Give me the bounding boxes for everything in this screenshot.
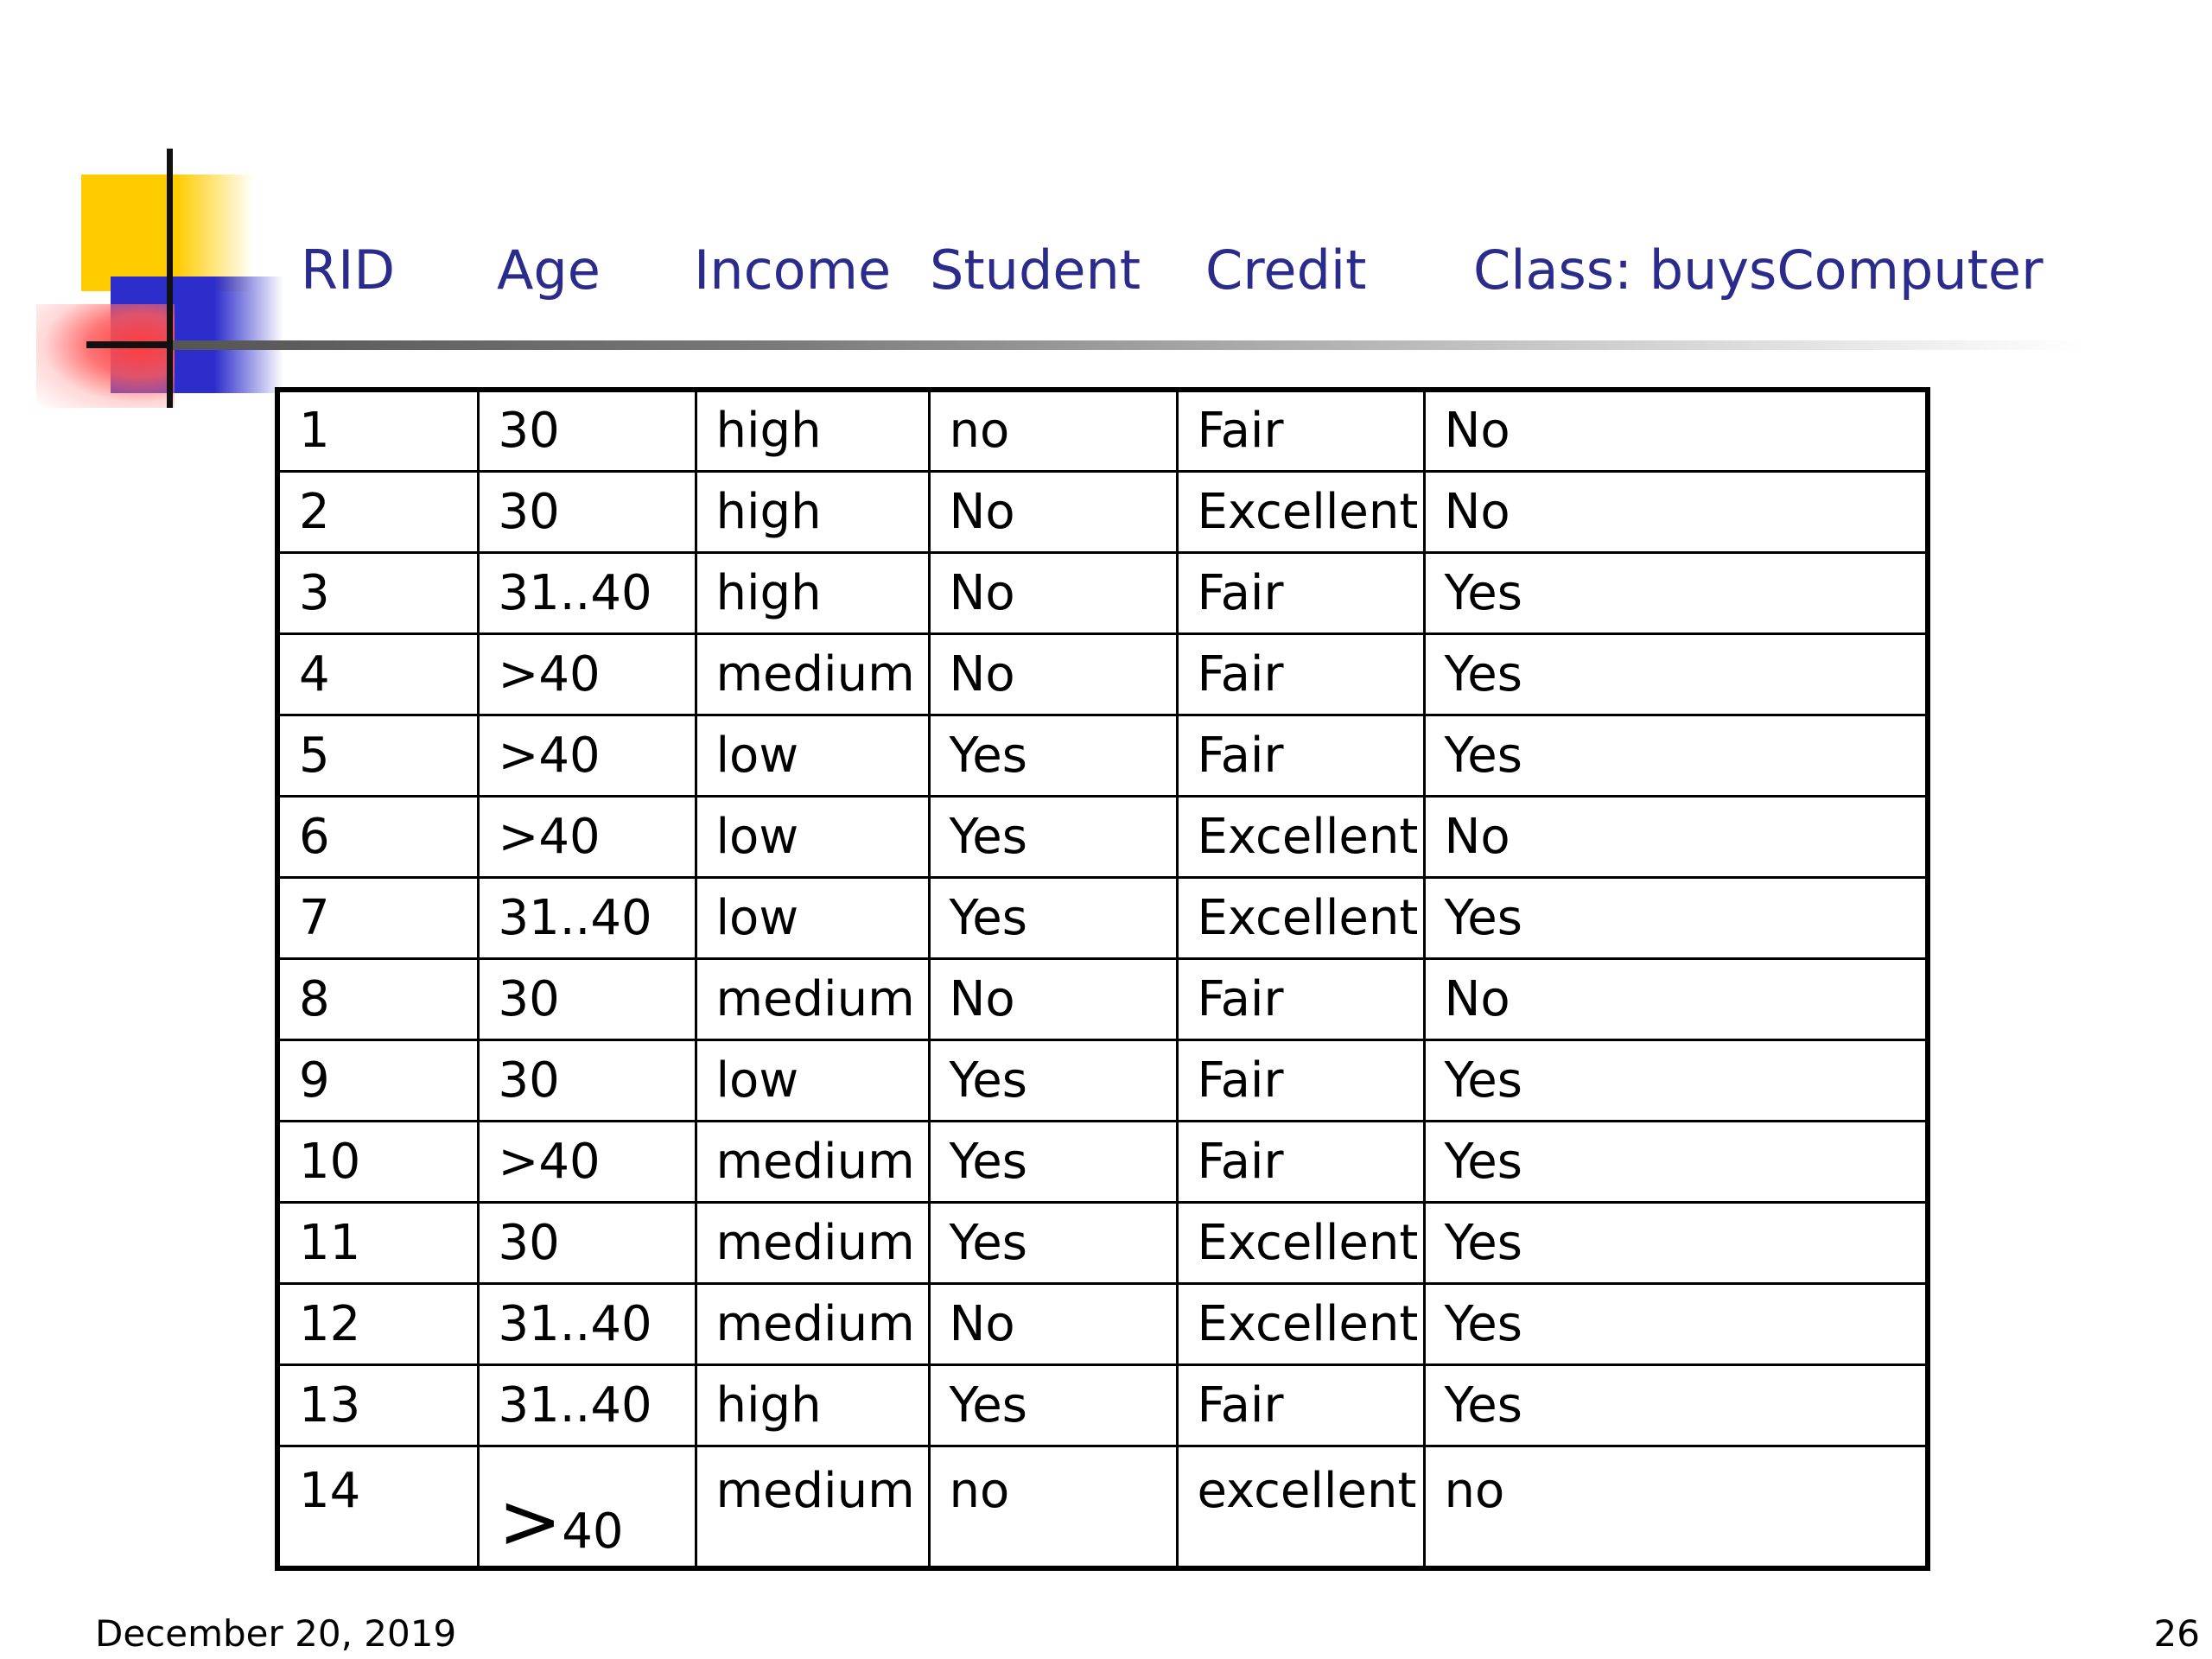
cell-age: 31..40 — [478, 1364, 696, 1446]
cell-age: 30 — [478, 958, 696, 1039]
cell-income: low — [696, 715, 929, 796]
cell-credit: Fair — [1177, 1039, 1424, 1121]
cell-rid: 10 — [277, 1121, 478, 1202]
page-number: 26 — [2153, 1612, 2200, 1655]
cell-student: Yes — [929, 1202, 1177, 1283]
cell-student: No — [929, 633, 1177, 715]
age-number: 40 — [562, 1503, 624, 1560]
cell-credit: Excellent — [1177, 877, 1424, 958]
cell-credit: Excellent — [1177, 796, 1424, 877]
header-student: Student — [930, 238, 1141, 302]
cell-class: Yes — [1424, 1283, 1928, 1364]
cell-rid: 1 — [277, 390, 478, 471]
cell-student: No — [929, 471, 1177, 552]
cell-age: 30 — [478, 1202, 696, 1283]
table-row — [277, 1121, 1928, 1202]
table-row — [277, 958, 1928, 1039]
logo-vertical-line — [167, 149, 173, 408]
cell-rid: 12 — [277, 1283, 478, 1364]
cell-class: No — [1424, 471, 1928, 552]
cell-class: No — [1424, 390, 1928, 471]
cell-student: no — [929, 1446, 1177, 1568]
cell-income: high — [696, 390, 929, 471]
cell-student: Yes — [929, 877, 1177, 958]
table-row — [277, 552, 1928, 633]
logo-red-square — [36, 304, 175, 408]
header-rule — [173, 340, 2082, 350]
table-row — [277, 471, 1928, 552]
cell-student: Yes — [929, 715, 1177, 796]
cell-credit: Fair — [1177, 1121, 1424, 1202]
training-data-table — [275, 387, 1930, 1571]
cell-age: >40 — [478, 633, 696, 715]
header-class: Class: buysComputer — [1473, 238, 2044, 302]
cell-student: Yes — [929, 1039, 1177, 1121]
table-row — [277, 1364, 1928, 1446]
table-row — [277, 1283, 1928, 1364]
cell-credit: excellent — [1177, 1446, 1424, 1568]
cell-credit: Fair — [1177, 715, 1424, 796]
cell-age: 31..40 — [478, 552, 696, 633]
table-row — [277, 1446, 1928, 1568]
cell-rid: 11 — [277, 1202, 478, 1283]
cell-income: low — [696, 877, 929, 958]
cell-income: medium — [696, 1121, 929, 1202]
cell-income: high — [696, 552, 929, 633]
cell-age: >40 — [478, 796, 696, 877]
cell-credit: Excellent — [1177, 1202, 1424, 1283]
cell-student: No — [929, 958, 1177, 1039]
footer-date: December 20, 2019 — [95, 1612, 457, 1655]
cell-class: Yes — [1424, 1121, 1928, 1202]
cell-income: high — [696, 471, 929, 552]
cell-income: medium — [696, 633, 929, 715]
header-income: Income — [694, 238, 892, 302]
cell-student: Yes — [929, 1364, 1177, 1446]
cell-income: high — [696, 1364, 929, 1446]
cell-credit: Excellent — [1177, 471, 1424, 552]
cell-income: medium — [696, 1446, 929, 1568]
cell-age: 30 — [478, 390, 696, 471]
cell-student: Yes — [929, 1121, 1177, 1202]
cell-credit: Excellent — [1177, 1283, 1424, 1364]
cell-class: Yes — [1424, 1202, 1928, 1283]
cell-age: 30 — [478, 471, 696, 552]
cell-rid: 2 — [277, 471, 478, 552]
cell-age: >40 — [478, 715, 696, 796]
cell-age: 31..40 — [478, 1283, 696, 1364]
cell-credit: Fair — [1177, 552, 1424, 633]
cell-credit: Fair — [1177, 633, 1424, 715]
table-row — [277, 1202, 1928, 1283]
cell-age: >40 — [478, 1121, 696, 1202]
table-row — [277, 715, 1928, 796]
header-age: Age — [497, 238, 601, 302]
cell-student: No — [929, 552, 1177, 633]
cell-credit: Fair — [1177, 1364, 1424, 1446]
table-row — [277, 1039, 1928, 1121]
cell-credit: Fair — [1177, 390, 1424, 471]
cell-rid: 14 — [277, 1446, 478, 1568]
cell-credit: Fair — [1177, 958, 1424, 1039]
cell-age: 30 — [478, 1039, 696, 1121]
table-row — [277, 877, 1928, 958]
age-symbol: > — [498, 1476, 563, 1566]
table-row — [277, 796, 1928, 877]
cell-class: Yes — [1424, 877, 1928, 958]
corner-logo — [0, 0, 294, 432]
table-body — [277, 390, 1928, 1446]
header-credit: Credit — [1205, 238, 1367, 302]
cell-class: Yes — [1424, 633, 1928, 715]
cell-rid: 5 — [277, 715, 478, 796]
cell-rid: 8 — [277, 958, 478, 1039]
cell-age — [478, 1446, 696, 1568]
cell-rid: 3 — [277, 552, 478, 633]
cell-class: No — [1424, 796, 1928, 877]
table-body-last — [277, 1446, 1928, 1568]
table-row — [277, 633, 1928, 715]
cell-rid: 6 — [277, 796, 478, 877]
cell-class: Yes — [1424, 715, 1928, 796]
cell-class: Yes — [1424, 552, 1928, 633]
cell-student: No — [929, 1283, 1177, 1364]
cell-income: medium — [696, 958, 929, 1039]
cell-age: 31..40 — [478, 877, 696, 958]
cell-class: No — [1424, 958, 1928, 1039]
cell-income: medium — [696, 1202, 929, 1283]
cell-student: no — [929, 390, 1177, 471]
cell-income: low — [696, 796, 929, 877]
cell-class: Yes — [1424, 1364, 1928, 1446]
table-row — [277, 390, 1928, 471]
cell-class: no — [1424, 1446, 1928, 1568]
cell-rid: 7 — [277, 877, 478, 958]
cell-rid: 13 — [277, 1364, 478, 1446]
cell-income: medium — [696, 1283, 929, 1364]
cell-income: low — [696, 1039, 929, 1121]
cell-student: Yes — [929, 796, 1177, 877]
cell-class: Yes — [1424, 1039, 1928, 1121]
header-rid: RID — [301, 238, 396, 302]
cell-rid: 4 — [277, 633, 478, 715]
cell-rid: 9 — [277, 1039, 478, 1121]
